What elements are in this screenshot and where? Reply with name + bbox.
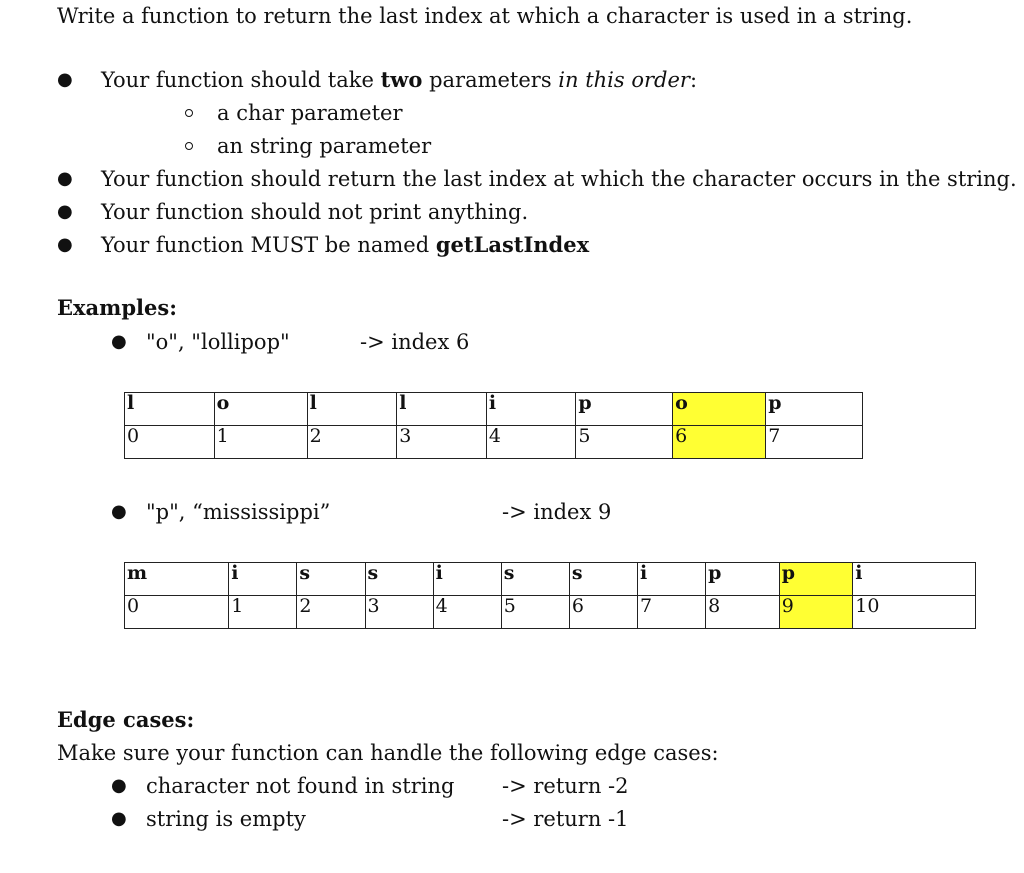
bullet-icon: ● xyxy=(57,168,73,189)
index-cell: 0 xyxy=(125,596,229,629)
edge-cases-heading: Edge cases: xyxy=(57,707,195,732)
example-1-result: -> index 6 xyxy=(360,330,470,354)
char-cell: i xyxy=(638,563,706,596)
char-cell: i xyxy=(229,563,297,596)
char-cell: p xyxy=(576,393,673,426)
index-cell: 4 xyxy=(486,426,576,459)
index-cell: 7 xyxy=(638,596,706,629)
index-cell: 7 xyxy=(766,426,863,459)
char-cell: i xyxy=(433,563,501,596)
char-cell: s xyxy=(501,563,569,596)
char-cell: l xyxy=(397,393,487,426)
index-cell: 2 xyxy=(307,426,397,459)
requirement-item: Your function should return the last index at which the character occurs in the string. xyxy=(101,167,1017,191)
char-cell: p xyxy=(779,563,853,596)
char-cell: i xyxy=(486,393,576,426)
index-cell: 3 xyxy=(397,426,487,459)
index-cell: 4 xyxy=(433,596,501,629)
index-cell: 10 xyxy=(853,596,976,629)
edge-case-label: character not found in string xyxy=(146,774,455,798)
char-cell: o xyxy=(214,393,307,426)
index-cell: 9 xyxy=(779,596,853,629)
bullet-icon: ● xyxy=(111,808,127,829)
char-cell: s xyxy=(297,563,365,596)
char-cell: p xyxy=(766,393,863,426)
index-cell: 1 xyxy=(229,596,297,629)
intro-text: Write a function to return the last index at which a character is used in a string. xyxy=(57,4,913,28)
char-cell: m xyxy=(125,563,229,596)
edge-case-label: string is empty xyxy=(146,807,306,831)
edge-case-result: -> return -1 xyxy=(502,807,629,831)
ex2-chars-row xyxy=(125,563,976,596)
edge-cases-intro: Make sure your function can handle the following edge cases: xyxy=(57,741,719,765)
index-cell: 3 xyxy=(365,596,433,629)
example-2-result: -> index 9 xyxy=(502,500,612,524)
ex1-indices-row xyxy=(125,426,863,459)
bullet-icon: ● xyxy=(57,201,73,222)
bullet-icon: ● xyxy=(111,331,127,352)
index-cell: 6 xyxy=(569,596,637,629)
param-item: a char parameter xyxy=(217,101,403,125)
bullet-icon: ● xyxy=(57,234,73,255)
index-cell: 8 xyxy=(706,596,780,629)
char-cell: l xyxy=(307,393,397,426)
sub-bullet-icon xyxy=(185,142,193,150)
char-cell: o xyxy=(673,393,766,426)
index-cell: 5 xyxy=(501,596,569,629)
index-cell: 5 xyxy=(576,426,673,459)
char-cell: p xyxy=(706,563,780,596)
ex2-indices-row xyxy=(125,596,976,629)
bullet-icon: ● xyxy=(111,775,127,796)
example-2-args: "p", “mississippi” xyxy=(146,500,331,524)
examples-heading: Examples: xyxy=(57,295,177,320)
requirement-name: Your function MUST be named getLastIndex xyxy=(101,232,590,257)
char-cell: s xyxy=(569,563,637,596)
ex1-chars-row xyxy=(125,393,863,426)
index-cell: 1 xyxy=(214,426,307,459)
bullet-icon: ● xyxy=(111,501,127,522)
requirement-item: Your function should not print anything. xyxy=(101,200,529,224)
index-cell: 6 xyxy=(673,426,766,459)
example-1-args: "o", "lollipop" xyxy=(146,330,290,354)
char-cell: l xyxy=(125,393,215,426)
char-cell: s xyxy=(365,563,433,596)
bullet-icon: ● xyxy=(57,69,73,90)
example-1-table xyxy=(124,392,863,459)
sub-bullet-icon xyxy=(185,109,193,117)
param-item: an string parameter xyxy=(217,134,432,158)
index-cell: 0 xyxy=(125,426,215,459)
edge-case-result: -> return -2 xyxy=(502,774,629,798)
char-cell: i xyxy=(853,563,976,596)
index-cell: 2 xyxy=(297,596,365,629)
requirement-params: Your function should take two parameters in this order: xyxy=(101,67,698,92)
example-2-table xyxy=(124,562,976,629)
